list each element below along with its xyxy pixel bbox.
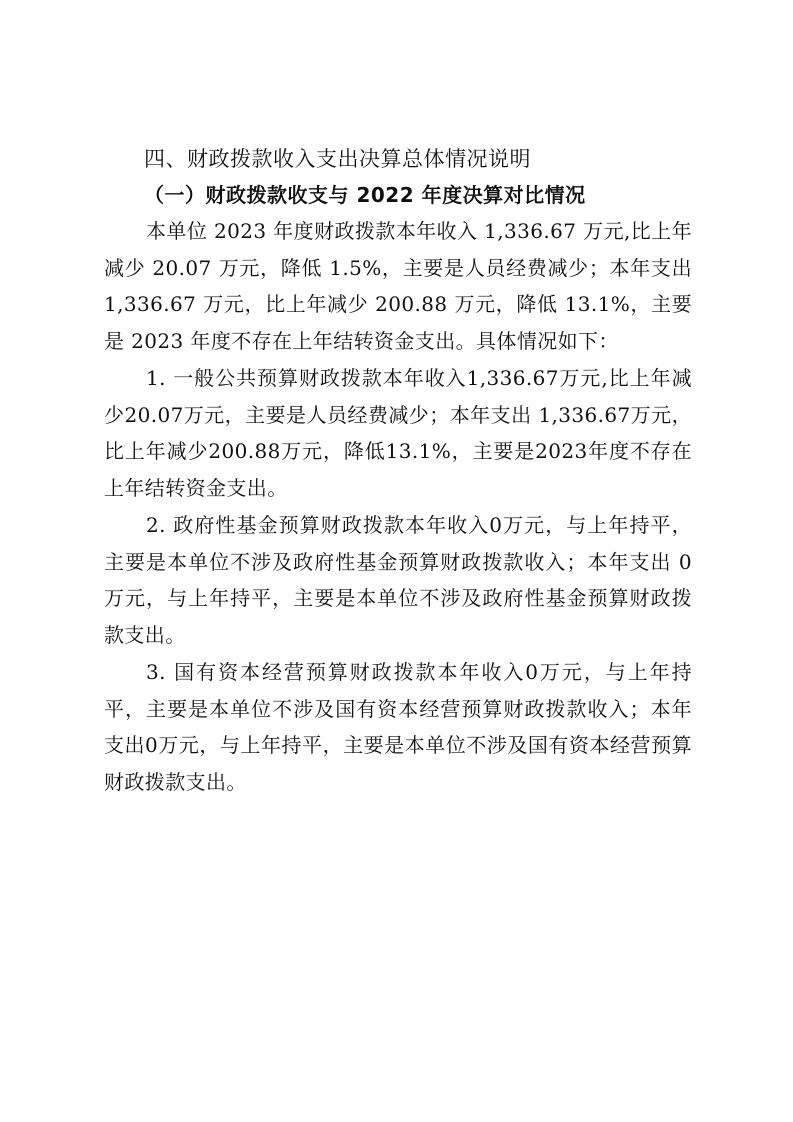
subsection-title: （一）财政拨款收支与 2022 年度决算对比情况: [144, 183, 586, 207]
government-fund-paragraph: 2. 政府性基金预算财政拨款本年收入0万元，与上年持平，主要是本单位不涉及政府性基金预算财政拨款收入；本年支出 0 万元，与上年持平，主要是本单位不涉及政府性基金预算财政拨款支出。: [104, 513, 692, 647]
section-title: 四、财政拨款收入支出决算总体情况说明: [144, 147, 531, 171]
state-capital-paragraph: 3. 国有资本经营预算财政拨款本年收入0万元，与上年持平，主要是本单位不涉及国有资本经营预算财政拨款收入；本年支出0万元，与上年持平，主要是本单位不涉及国有资本经营预算财政拨款支出。: [104, 660, 692, 794]
summary-paragraph: 本单位 2023 年度财政拨款本年收入 1,336.67 万元,比上年减少 20.07 万元，降低 1.5%，主要是人员经费减少；本年支出 1,336.67 万元，比上年减少 200.88 万元，降低 13.1%，主要是 2023 年度不存在上年结转资金支出。具体情况如下：: [104, 219, 692, 353]
document-body: [104, 141, 692, 800]
general-budget-paragraph: 1. 一般公共预算财政拨款本年收入1,336.67万元,比上年减少20.07万元，主要是人员经费减少；本年支出 1,336.67万元，比上年减少200.88万元，降低13.1%，主要是2023年度不存在上年结转资金支出。: [104, 366, 692, 500]
